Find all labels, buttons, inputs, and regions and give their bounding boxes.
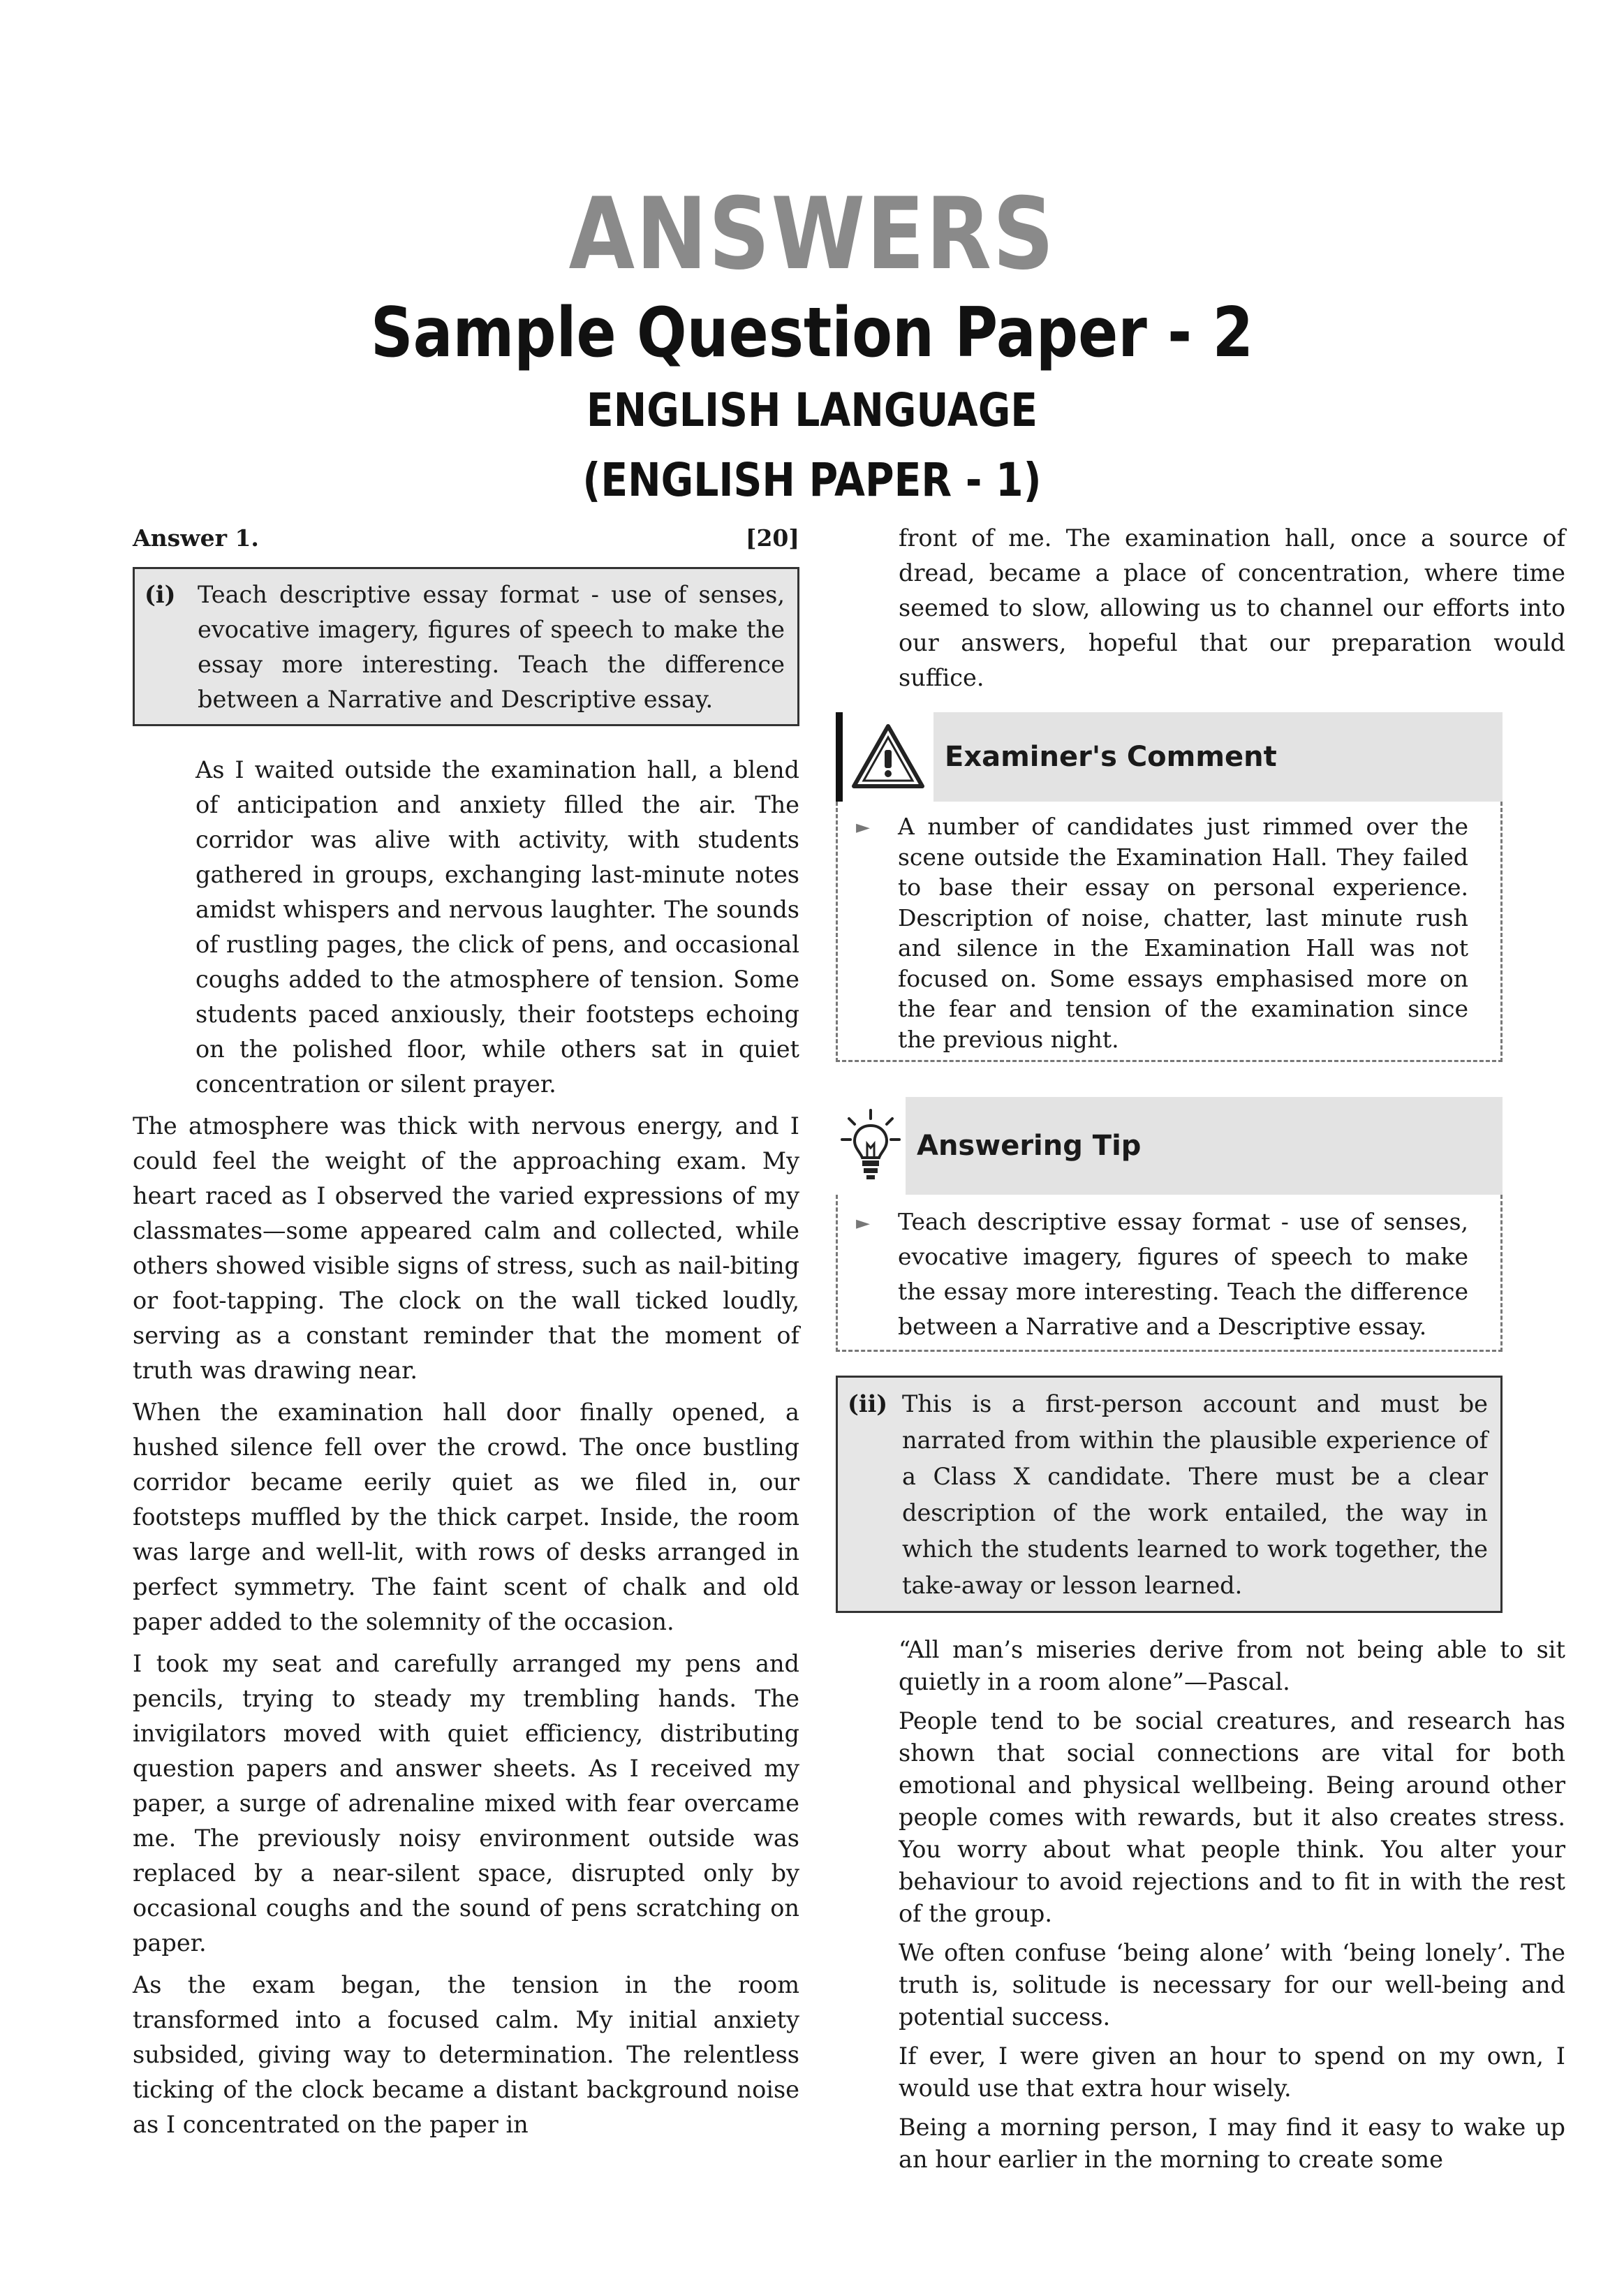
answer-heading bbox=[133, 521, 799, 556]
left-column bbox=[133, 521, 799, 2149]
essay-paragraph: As I waited outside the examination hall, a blend of anticipation and anxiety filled the air. The corridor was alive with activity, with students gathered in groups, exchanging last-minute notes amidst whispers and nervous laughter. The sounds of rustling pages, the click of pens, and occasional coughs added to the atmosphere of tension. Some students paced anxiously, their footsteps echoing on the polished floor, while others sat in quiet concentration or silent prayer. bbox=[195, 756, 799, 1098]
page-heading: ANSWERS bbox=[568, 177, 1056, 292]
essay-paragraph: As the exam began, the tension in the room transformed into a focused calm. My initial anxiety subsided, giving way to determination. The relentless ticking of the clock became a distant background noise as I concentrated on the paper in bbox=[133, 1971, 799, 2138]
pointer-arrow-icon: ► bbox=[856, 817, 870, 838]
question-number: (ii) bbox=[848, 1390, 888, 1417]
question-text: This is a first-person account and must be narrated from within the plausible experience of a Class X candidate. There must be a clear description of the work entailed, the way in which the students learned to work together, the take-away or lesson learned. bbox=[902, 1390, 1488, 1599]
question-box-i bbox=[133, 567, 799, 726]
answering-tip-title: Answering Tip bbox=[917, 1130, 1142, 1162]
answering-tip-header bbox=[836, 1097, 1503, 1195]
essay-paragraph: We often confuse ‘being alone’ with ‘being lonely’. The truth is, solitude is necessary for our well-being and potential success. bbox=[899, 1939, 1565, 2031]
paper-subtitle: (ENGLISH PAPER - 1) bbox=[582, 453, 1042, 507]
warning-icon bbox=[836, 712, 933, 802]
right-column bbox=[836, 521, 1565, 2183]
answering-tip-body bbox=[836, 1195, 1503, 1352]
answering-tip-box bbox=[836, 1097, 1503, 1352]
answering-tip-text: Teach descriptive essay format - use of senses, evocative imagery, figures of speech to make the essay more interesting. Teach the difference between a Narrative and a Descriptive essay. bbox=[898, 1208, 1468, 1340]
examiner-comment-body bbox=[836, 802, 1503, 1062]
examiner-comment-text: A number of candidates just rimmed over the scene outside the Examination Hall. They failed to base their essay on personal experience. Description of noise, chatter, last minute rush and silence in the Examination Hall was not focused on. Some essays emphasised more on the fear and tension of the examination since the previous night. bbox=[898, 813, 1468, 1053]
essay-paragraph: If ever, I were given an hour to spend on my own, I would use that extra hour wisely. bbox=[899, 2042, 1565, 2102]
essay-paragraph: When the examination hall door finally opened, a hushed silence fell over the crowd. The once bustling corridor became eerily quiet as we filed in, our footsteps muffled by the thick carpet. Inside, the room was large and well-lit, with rows of desks arranged in perfect symmetry. The faint scent of chalk and old paper added to the solemnity of the occasion. bbox=[133, 1399, 799, 1635]
question-box-ii bbox=[836, 1376, 1503, 1613]
answer-label: Answer 1. bbox=[133, 524, 259, 552]
answer-marks: [20] bbox=[745, 524, 799, 552]
essay-paragraph: People tend to be social creatures, and research has shown that social connections are vital for both emotional and physical wellbeing. Being around other people comes with rewards, but it also creates stress. You worry about what people think. You alter your behaviour to avoid rejections and to fit in with the rest of the group. bbox=[899, 1707, 1565, 1927]
examiner-comment-title: Examiner's Comment bbox=[945, 741, 1277, 773]
examiner-comment-box bbox=[836, 712, 1503, 1062]
question-number: (i) bbox=[145, 581, 176, 608]
pointer-arrow-icon: ► bbox=[856, 1213, 870, 1234]
essay-paragraph: Being a morning person, I may find it easy to wake up an hour earlier in the morning to create some bbox=[899, 2114, 1565, 2173]
essay-paragraph: The atmosphere was thick with nervous energy, and I could feel the weight of the approaching exam. My heart raced as I observed the varied expressions of my classmates—some appeared calm and collected, while others showed visible signs of stress, such as nail-biting or foot-tapping. The clock on the wall ticked loudly, serving as a constant reminder that the moment of truth was drawing near. bbox=[133, 1112, 799, 1384]
essay-paragraph: I took my seat and carefully arranged my pens and pencils, trying to steady my trembling hands. The invigilators moved with quiet efficiency, distributing question papers and answer sheets. As I received my paper, a surge of adrenaline mixed with fear overcame me. The previously noisy environment outside was replaced by a near-silent space, disrupted only by occasional coughs and the sound of pens scratching on paper. bbox=[133, 1650, 799, 1957]
subject-title: ENGLISH LANGUAGE bbox=[586, 383, 1038, 437]
examiner-comment-header bbox=[836, 712, 1503, 802]
essay-quote: “All man’s miseries derive from not being able to sit quietly in a room alone”—Pascal. bbox=[899, 1636, 1565, 1695]
essay-continuation: front of me. The examination hall, once a source of dread, became a place of concentration, where time seemed to slow, allowing us to channel our efforts into our answers, hopeful that our preparation would suffice. bbox=[899, 524, 1565, 691]
question-text: Teach descriptive essay format - use of senses, evocative imagery, figures of speech to make the essay more interesting. Teach the difference between a Narrative and Descriptive essay. bbox=[198, 581, 785, 713]
paper-title: Sample Question Paper - 2 bbox=[370, 293, 1254, 373]
lightbulb-icon bbox=[836, 1097, 906, 1195]
